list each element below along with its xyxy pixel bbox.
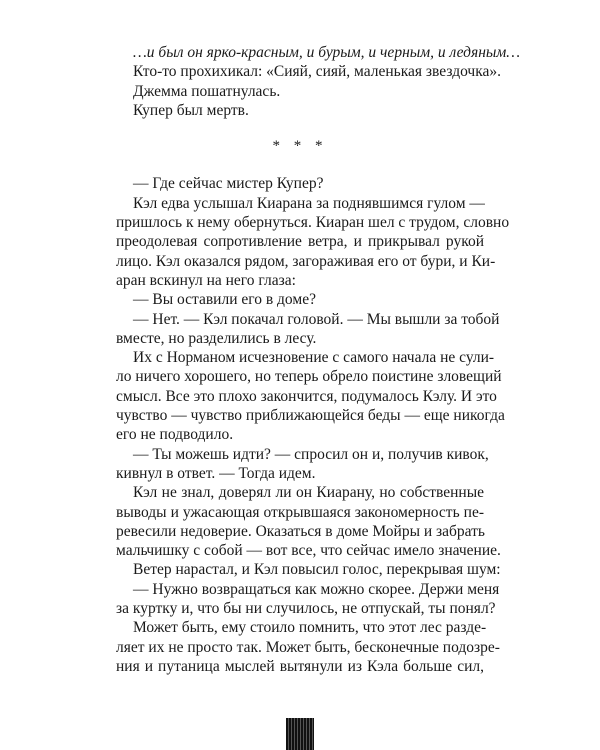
text-line: — Ты можешь идти? — спросил он и, получив кивок, (133, 445, 489, 463)
text-line: …и был он ярко-красным, и бурым, и черным, и ледяным… (133, 44, 521, 61)
text-line: — Нет. — Кэл покачал головой. — Мы вышли за тобой (133, 310, 500, 328)
text-line: смысл. Все это плохо закончится, подумалось Кэлу. И это (116, 387, 497, 405)
text-line: чувство — чувство приближающейся беды — еще никогда (116, 407, 505, 425)
text-line: Может быть, ему стоило помнить, что этот лес разде- (133, 619, 487, 637)
text-line: — Где сейчас мистер Купер? (133, 175, 324, 193)
text-line: Джемма пошатнулась. (133, 82, 281, 100)
text-line: Кто-то прохихикал: «Сияй, сияй, маленькая звездочка». (133, 63, 502, 81)
text-line: Купер был мертв. (133, 101, 249, 119)
text-line: лицо. Кэл оказался рядом, загораживая его от бури, и Ки- (116, 252, 496, 270)
text-line: аран вскинул на него глаза: (116, 271, 296, 289)
book-page (116, 43, 521, 676)
text-line: выводы и ужасающая открывшаяся закономерность пе- (116, 503, 484, 521)
text-line: Кэл не знал, доверял ли он Киарану, но собственные (133, 484, 484, 502)
text-line: мальчишку с собой — вот все, что сейчас имело значение. (116, 542, 501, 560)
text-line: за куртку и, что бы ни случилось, не отпускай, ты понял? (116, 600, 496, 618)
text-line: ляет их не просто так. Может быть, бесконечные подозре- (116, 638, 500, 656)
text-line: его не подводило. (116, 426, 234, 444)
page-edge-marker (286, 718, 314, 750)
text-line: Кэл едва услышал Киарана за поднявшимся гулом — (133, 194, 485, 212)
text-line: Ветер нарастал, и Кэл повысил голос, перекрывая шум: (133, 561, 501, 579)
text-line: ло ничего хорошего, но теперь обрело поистине зловещий (116, 368, 502, 386)
text-line: Их с Норманом исчезновение с самого начала не сули- (133, 349, 495, 367)
section-separator: * * * (272, 138, 328, 155)
text-line: преодолевая сопротивление ветра, и прикрывал рукой (116, 233, 484, 251)
text-line: пришлось к нему обернуться. Киаран шел с трудом, словно (116, 214, 510, 232)
text-line: ния и путаница мыслей вытянули из Кэла больше сил, (116, 657, 484, 675)
text-line: вместе, но разделились в лесу. (116, 329, 317, 347)
text-line: — Вы оставили его в доме? (133, 291, 316, 309)
text-line: кивнул в ответ. — Тогда идем. (116, 464, 316, 482)
text-line: ревесили недоверие. Оказаться в доме Мойры и забрать (116, 522, 485, 540)
text-line: — Нужно возвращаться как можно скорее. Держи меня (133, 580, 500, 598)
